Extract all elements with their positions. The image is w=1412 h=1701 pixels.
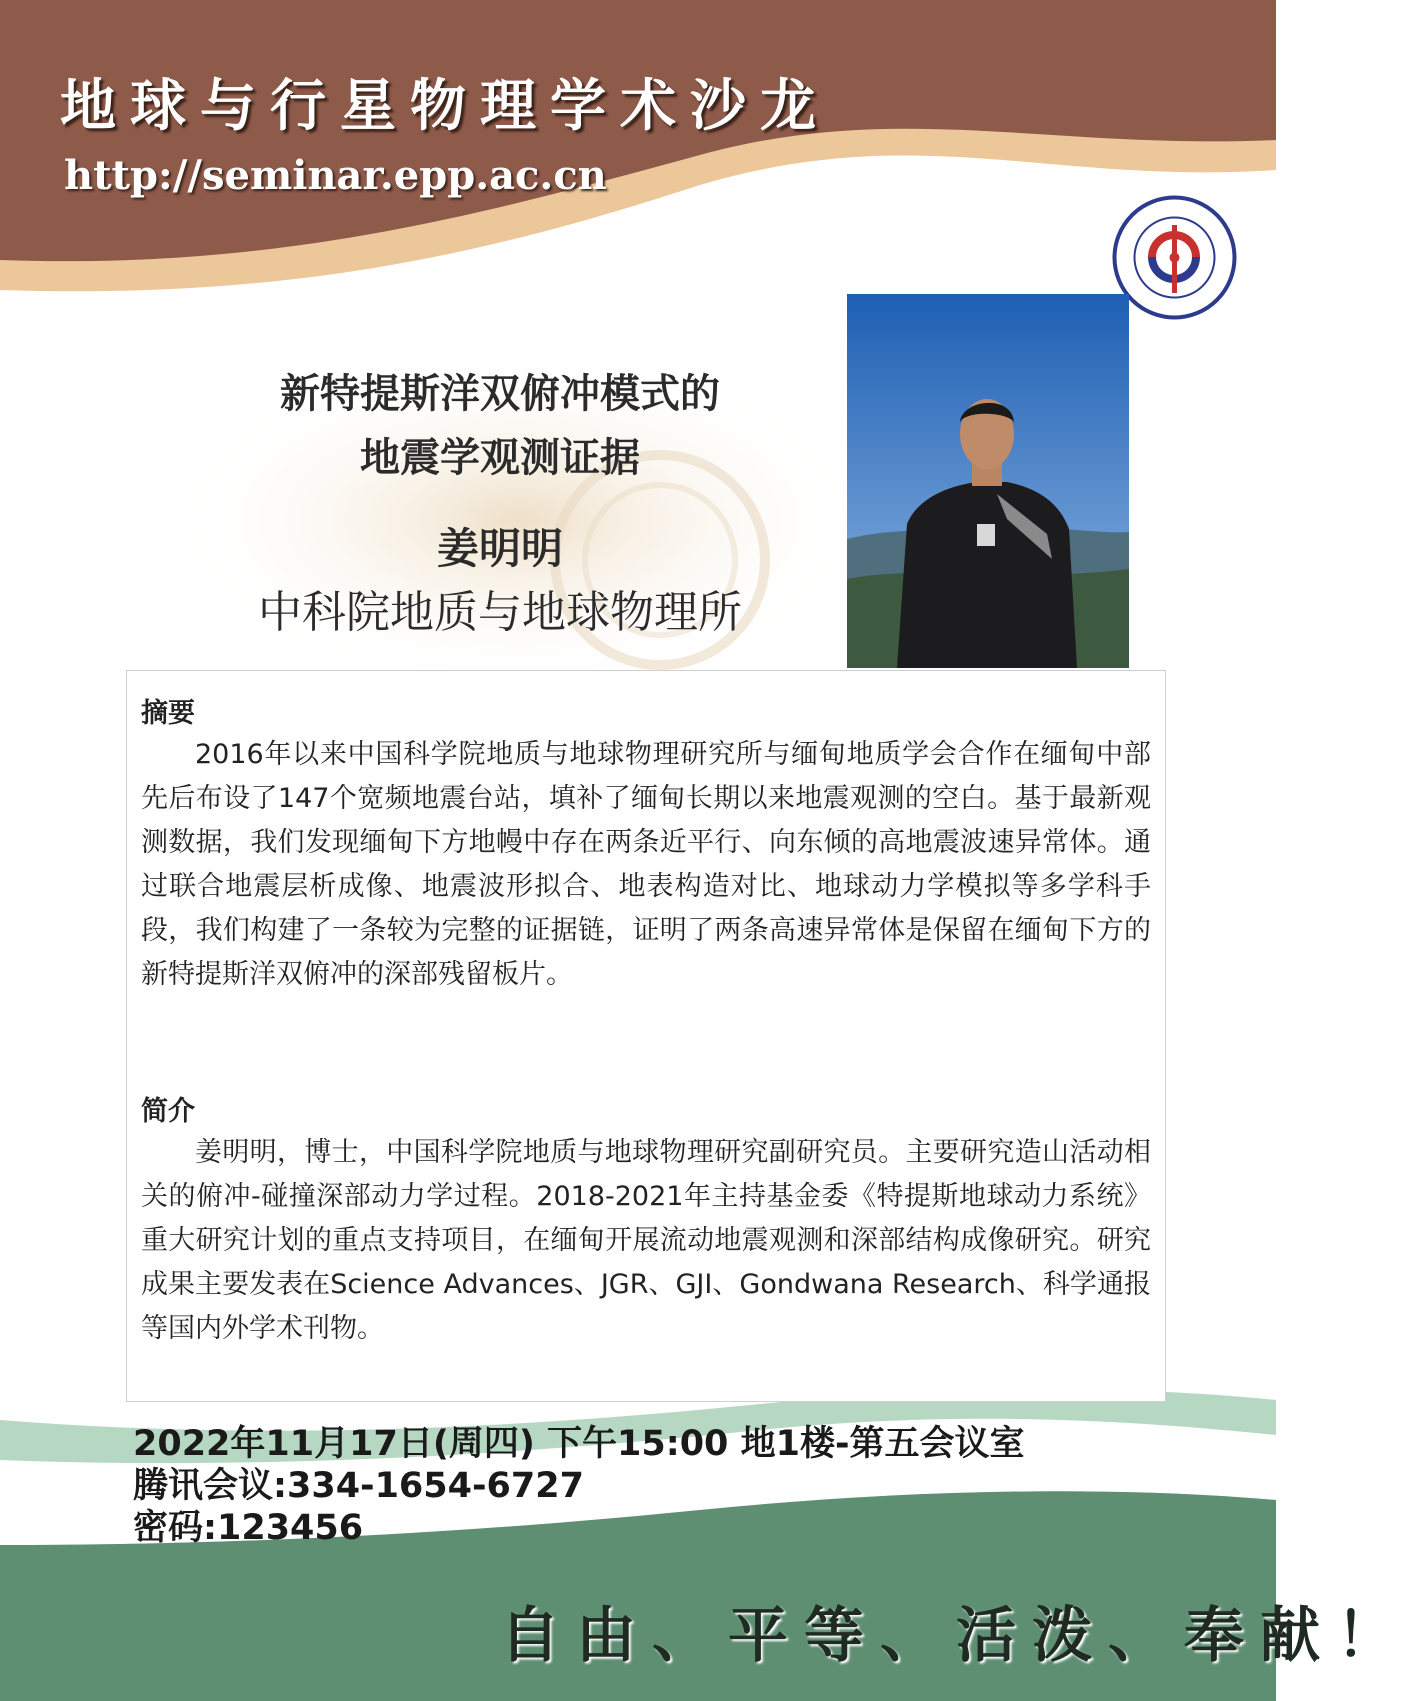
bio-heading: 简介	[141, 1096, 195, 1127]
footer-motto: 自由、平等、活泼、奉献！	[500, 1601, 1412, 1671]
header-title: 地球与行星物理学术沙龙	[60, 73, 830, 139]
event-datetime-location: 2022年11月17日(周四) 下午15:00 地1楼-第五会议室	[133, 1424, 1025, 1464]
abstract-bio-panel	[126, 670, 1166, 1402]
bio-body	[141, 1131, 1151, 1351]
abstract-text: 2016年以来中国科学院地质与地球物理研究所与缅甸地质学会合作在缅甸中部先后布设了147个宽频地震台站，填补了缅甸长期以来地震观测的空白。基于最新观测数据，我们发现缅甸下方地幔中存在两条近平行、向东倾的高地震波速异常体。通过联合地震层析成像、地震波形拟合、地表构造对比、地球动力学模拟等多学科手段，我们构建了一条较为完整的证据链，证明了两条高速异常体是保留在缅甸下方的新特提斯洋双俯冲的深部残留板片。	[141, 739, 1151, 990]
talk-title-line2: 地震学观测证据	[360, 435, 640, 481]
institute-seal-icon	[1112, 195, 1237, 320]
abstract-heading: 摘要	[141, 698, 195, 729]
speaker-name: 姜明明	[436, 524, 563, 573]
bio-text: 姜明明，博士，中国科学院地质与地球物理研究副研究员。主要研究造山活动相关的俯冲-碰撞深部动力学过程。2018-2021年主持基金委《特提斯地球动力系统》重大研究计划的重点支持项目，在缅甸开展流动地震观测和深部结构成像研究。研究成果主要发表在Science Advances、JGR、GJI、Gondwana Research、科学通报等国内外学术刊物。	[141, 1137, 1151, 1344]
talk-title-line1: 新特提斯洋双俯冲模式的	[280, 371, 720, 417]
event-password: 密码:123456	[133, 1508, 364, 1548]
header-url[interactable]: http://seminar.epp.ac.cn	[64, 152, 607, 199]
speaker-photo	[847, 294, 1129, 668]
event-meeting-id: 腾讯会议:334-1654-6727	[133, 1466, 584, 1506]
abstract-body	[141, 733, 1151, 997]
speaker-affiliation: 中科院地质与地球物理所	[258, 587, 742, 638]
